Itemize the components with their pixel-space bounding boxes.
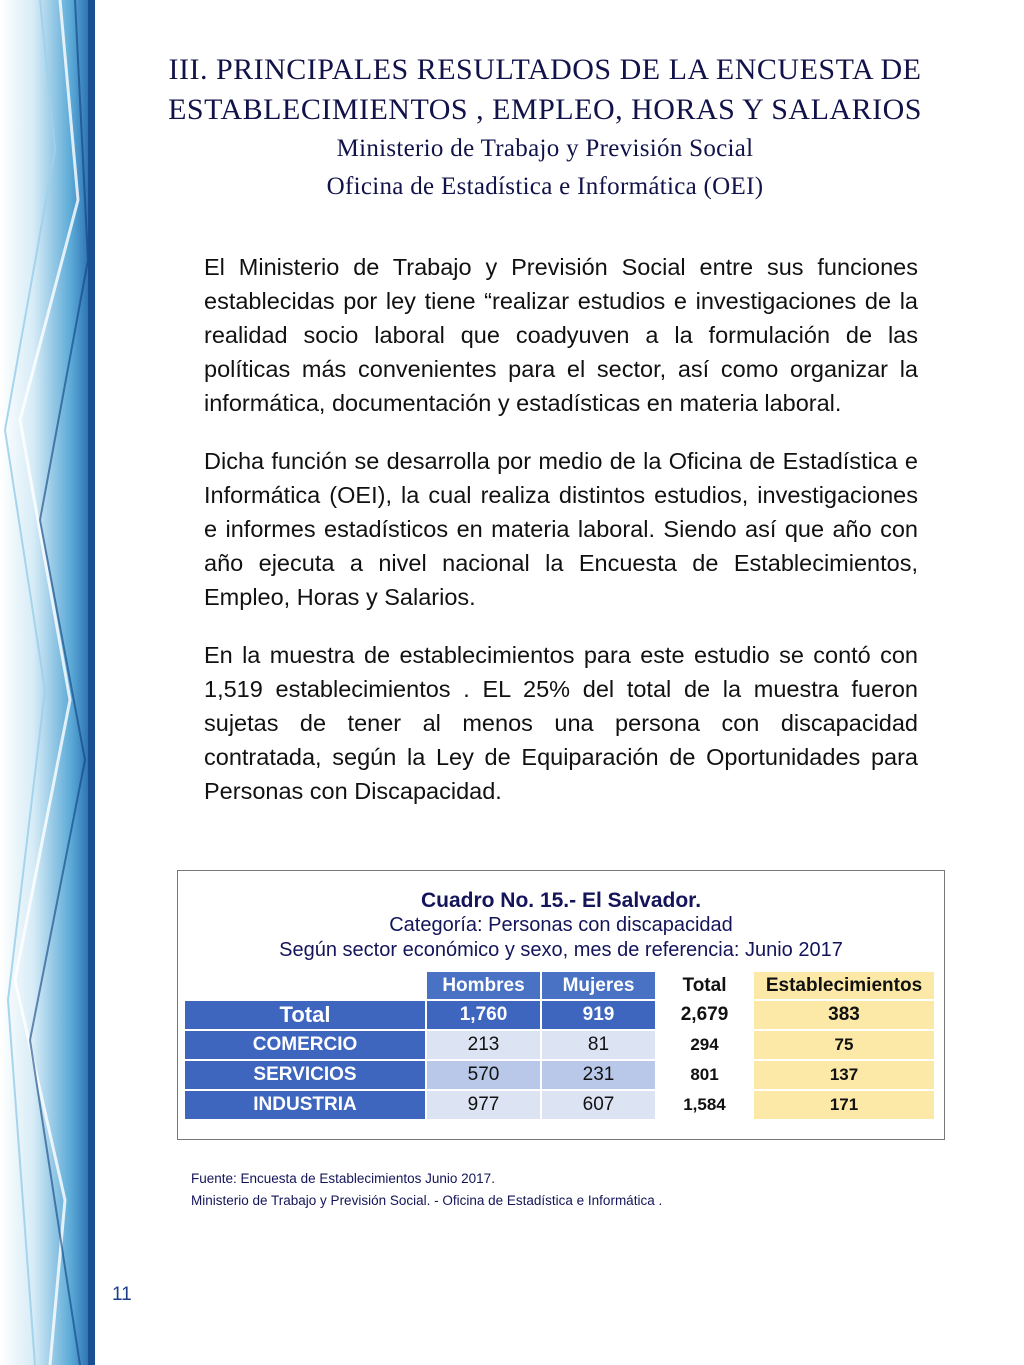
cell-establecimientos: 383 [754, 1001, 934, 1029]
header-establecimientos: Establecimientos [754, 972, 934, 999]
header-ministry: Ministerio de Trabajo y Previsión Social [336, 135, 754, 162]
cell-establecimientos: 75 [754, 1031, 934, 1059]
page-number: 11 [112, 1284, 132, 1305]
source-line-1: Fuente: Encuesta de Establecimientos Junio 2017. [191, 1171, 495, 1186]
table-title: Cuadro No. 15.- El Salvador. [420, 889, 702, 912]
body-text [204, 250, 918, 832]
cell-hombres: 570 [427, 1061, 540, 1089]
cell-hombres: 1,760 [427, 1001, 540, 1029]
header-mujeres: Mujeres [542, 972, 655, 999]
row-label-servicios: SERVICIOS [185, 1061, 425, 1089]
table-row [185, 1001, 934, 1029]
cell-mujeres: 81 [542, 1031, 655, 1059]
row-label-industria: INDUSTRIA [185, 1091, 425, 1119]
page-header [100, 50, 990, 206]
paragraph-2: Dicha función se desarrolla por medio de la Oficina de Estadística e Informática (OEI), la cual realiza distintos estudios, investigaciones e informes estadísticos en materia laboral. Siendo así que año con año ejecuta a nivel nacional la Encuesta de Establecimientos, Empleo, Horas y Salarios. [204, 448, 918, 610]
cell-establecimientos: 171 [754, 1091, 934, 1119]
row-label-comercio: COMERCIO [185, 1031, 425, 1059]
source-line-2: Ministerio de Trabajo y Previsión Social. - Oficina de Estadística e Informática . [191, 1193, 663, 1208]
row-label-total: Total [185, 1001, 425, 1029]
table-corner-cell [185, 972, 425, 999]
data-table-figure [177, 870, 945, 1140]
header-office: Oficina de Estadística e Informática (OEI) [326, 173, 764, 200]
cell-mujeres: 231 [542, 1061, 655, 1089]
table-header-row [185, 972, 934, 999]
cell-hombres: 977 [427, 1091, 540, 1119]
cell-establecimientos: 137 [754, 1061, 934, 1089]
paragraph-3: En la muestra de establecimientos para este estudio se contó con 1,519 establecimientos . EL 25% del total de la muestra fueron sujetas de tener al menos una persona con discapacidad contratada, según la Ley de Equiparación de Oportunidades para Personas con Discapacidad. [204, 642, 918, 804]
cell-total: 801 [657, 1061, 752, 1089]
cell-mujeres: 919 [542, 1001, 655, 1029]
header-title-line-1: III. PRINCIPALES RESULTADOS DE LA ENCUESTA DE [168, 53, 922, 86]
table-subtitle-category: Categoría: Personas con discapacidad [389, 914, 733, 936]
table-row [185, 1061, 934, 1089]
cell-total: 294 [657, 1031, 752, 1059]
header-total: Total [657, 972, 752, 999]
paragraph-1: El Ministerio de Trabajo y Previsión Social entre sus funciones establecidas por ley tiene “realizar estudios e investigaciones de la realidad socio laboral que coadyuven a la formulación de las políticas más convenientes para el sector, así como organizar la informática, documentación y estadísticas en materia laboral. [204, 254, 918, 416]
disability-table [183, 970, 936, 1121]
table-row [185, 1031, 934, 1059]
cell-total: 2,679 [657, 1001, 752, 1029]
table-subtitle-reference: Según sector económico y sexo, mes de referencia: Junio 2017 [279, 939, 843, 961]
table-row [185, 1091, 934, 1119]
decorative-side-band [0, 0, 95, 1365]
header-hombres: Hombres [427, 972, 540, 999]
cell-hombres: 213 [427, 1031, 540, 1059]
cell-total: 1,584 [657, 1091, 752, 1119]
source-note [191, 1168, 662, 1212]
cell-mujeres: 607 [542, 1091, 655, 1119]
header-title-line-2: ESTABLECIMIENTOS , EMPLEO, HORAS Y SALARIOS [168, 93, 922, 126]
